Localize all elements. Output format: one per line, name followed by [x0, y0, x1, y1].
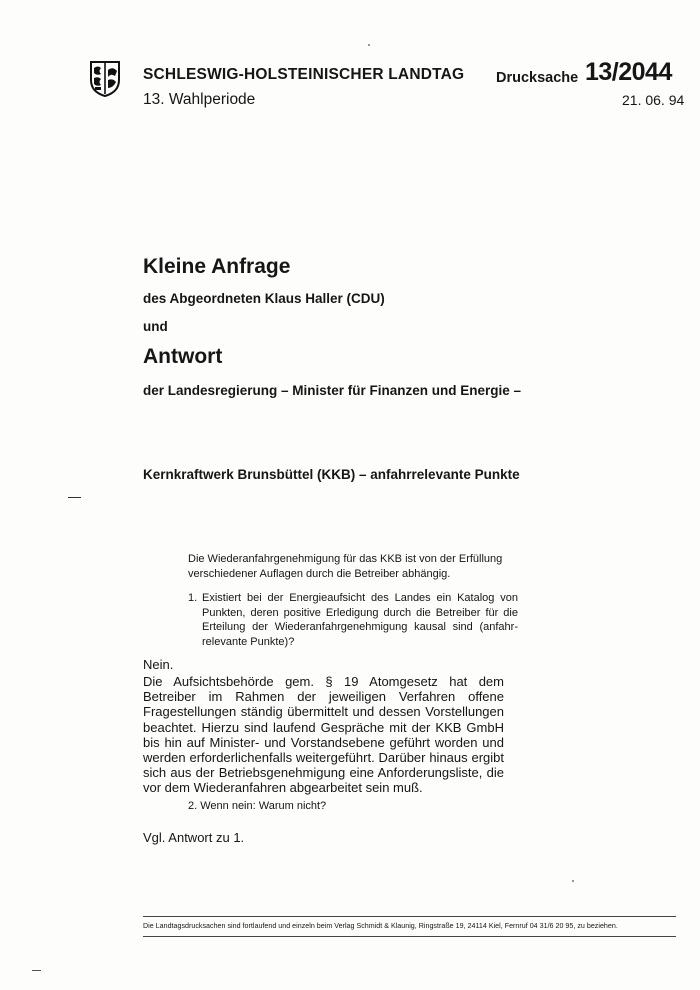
answer-1-short: Nein. — [143, 657, 174, 672]
speck-mark — [368, 44, 370, 46]
footer-rule-bottom — [143, 936, 676, 937]
intro-paragraph: Die Wiederanfahrgenehmigung für das KKB ist von der Erfüllung verschiedener Auflagen durch die Betreiber abhängig. — [188, 553, 503, 580]
question-2: 2. Wenn nein: Warum nicht? — [188, 800, 327, 812]
footer-note: Die Landtagsdrucksachen sind fortlaufend und einzeln beim Verlag Schmidt & Klaunig, Ringstraße 19, 24114 Kiel, Fernruf 04 31/6 20 95, zu beziehen. — [143, 922, 618, 930]
conjunction-und: und — [143, 319, 168, 334]
question-1-text: Existiert bei der Energieaufsicht des Landes ein Katalog von Punkten, deren positive Erledigung durch die Betreiber für die Erteilung der Wiederanfahrgenehmigung kausal sind (anfahr-relevante Punkte)? — [202, 592, 518, 648]
question-1 — [188, 591, 518, 649]
document-date: 21. 06. 94 — [622, 92, 685, 108]
kleine-anfrage-heading: Kleine Anfrage — [143, 255, 291, 278]
margin-mark — [68, 497, 81, 498]
election-period: 13. Wahlperiode — [143, 91, 256, 108]
parliament-name: SCHLESWIG-HOLSTEINISCHER LANDTAG — [143, 66, 465, 83]
corner-mark — [32, 970, 41, 971]
antwort-heading: Antwort — [143, 345, 223, 368]
government-line: der Landesregierung – Minister für Finanzen und Energie – — [143, 383, 522, 398]
answer-1-text: Die Aufsichtsbehörde gem. § 19 Atomgesetz hat dem Betreiber im Rahmen der jeweiligen Verfahren offene Fragestellungen ständig übermittelt und dessen Vorstellungen beachtet. Hierzu sind laufend Gespräche mit der KKB GmbH bis hin auf Minister- und Vorstandsebene geführt worden und werden erforderlichenfalls weitergeführt. Darüber hinaus ergibt sich aus der Betriebsgenehmigung eine Anforderungsliste, die vor dem Wiederanfahren abgearbeitet sein muß. — [143, 674, 504, 796]
answer-2: Vgl. Antwort zu 1. — [143, 830, 245, 845]
footer-rule-top — [143, 916, 676, 917]
question-1-number: 1. — [188, 592, 198, 604]
document-label: Drucksache — [496, 70, 579, 86]
member-of-parliament: des Abgeordneten Klaus Haller (CDU) — [143, 291, 385, 306]
coat-of-arms-icon — [89, 60, 121, 98]
document-number: 13/2044 — [585, 58, 672, 86]
speck-mark — [572, 880, 574, 882]
subject-line: Kernkraftwerk Brunsbüttel (KKB) – anfahrrelevante Punkte — [143, 467, 520, 482]
